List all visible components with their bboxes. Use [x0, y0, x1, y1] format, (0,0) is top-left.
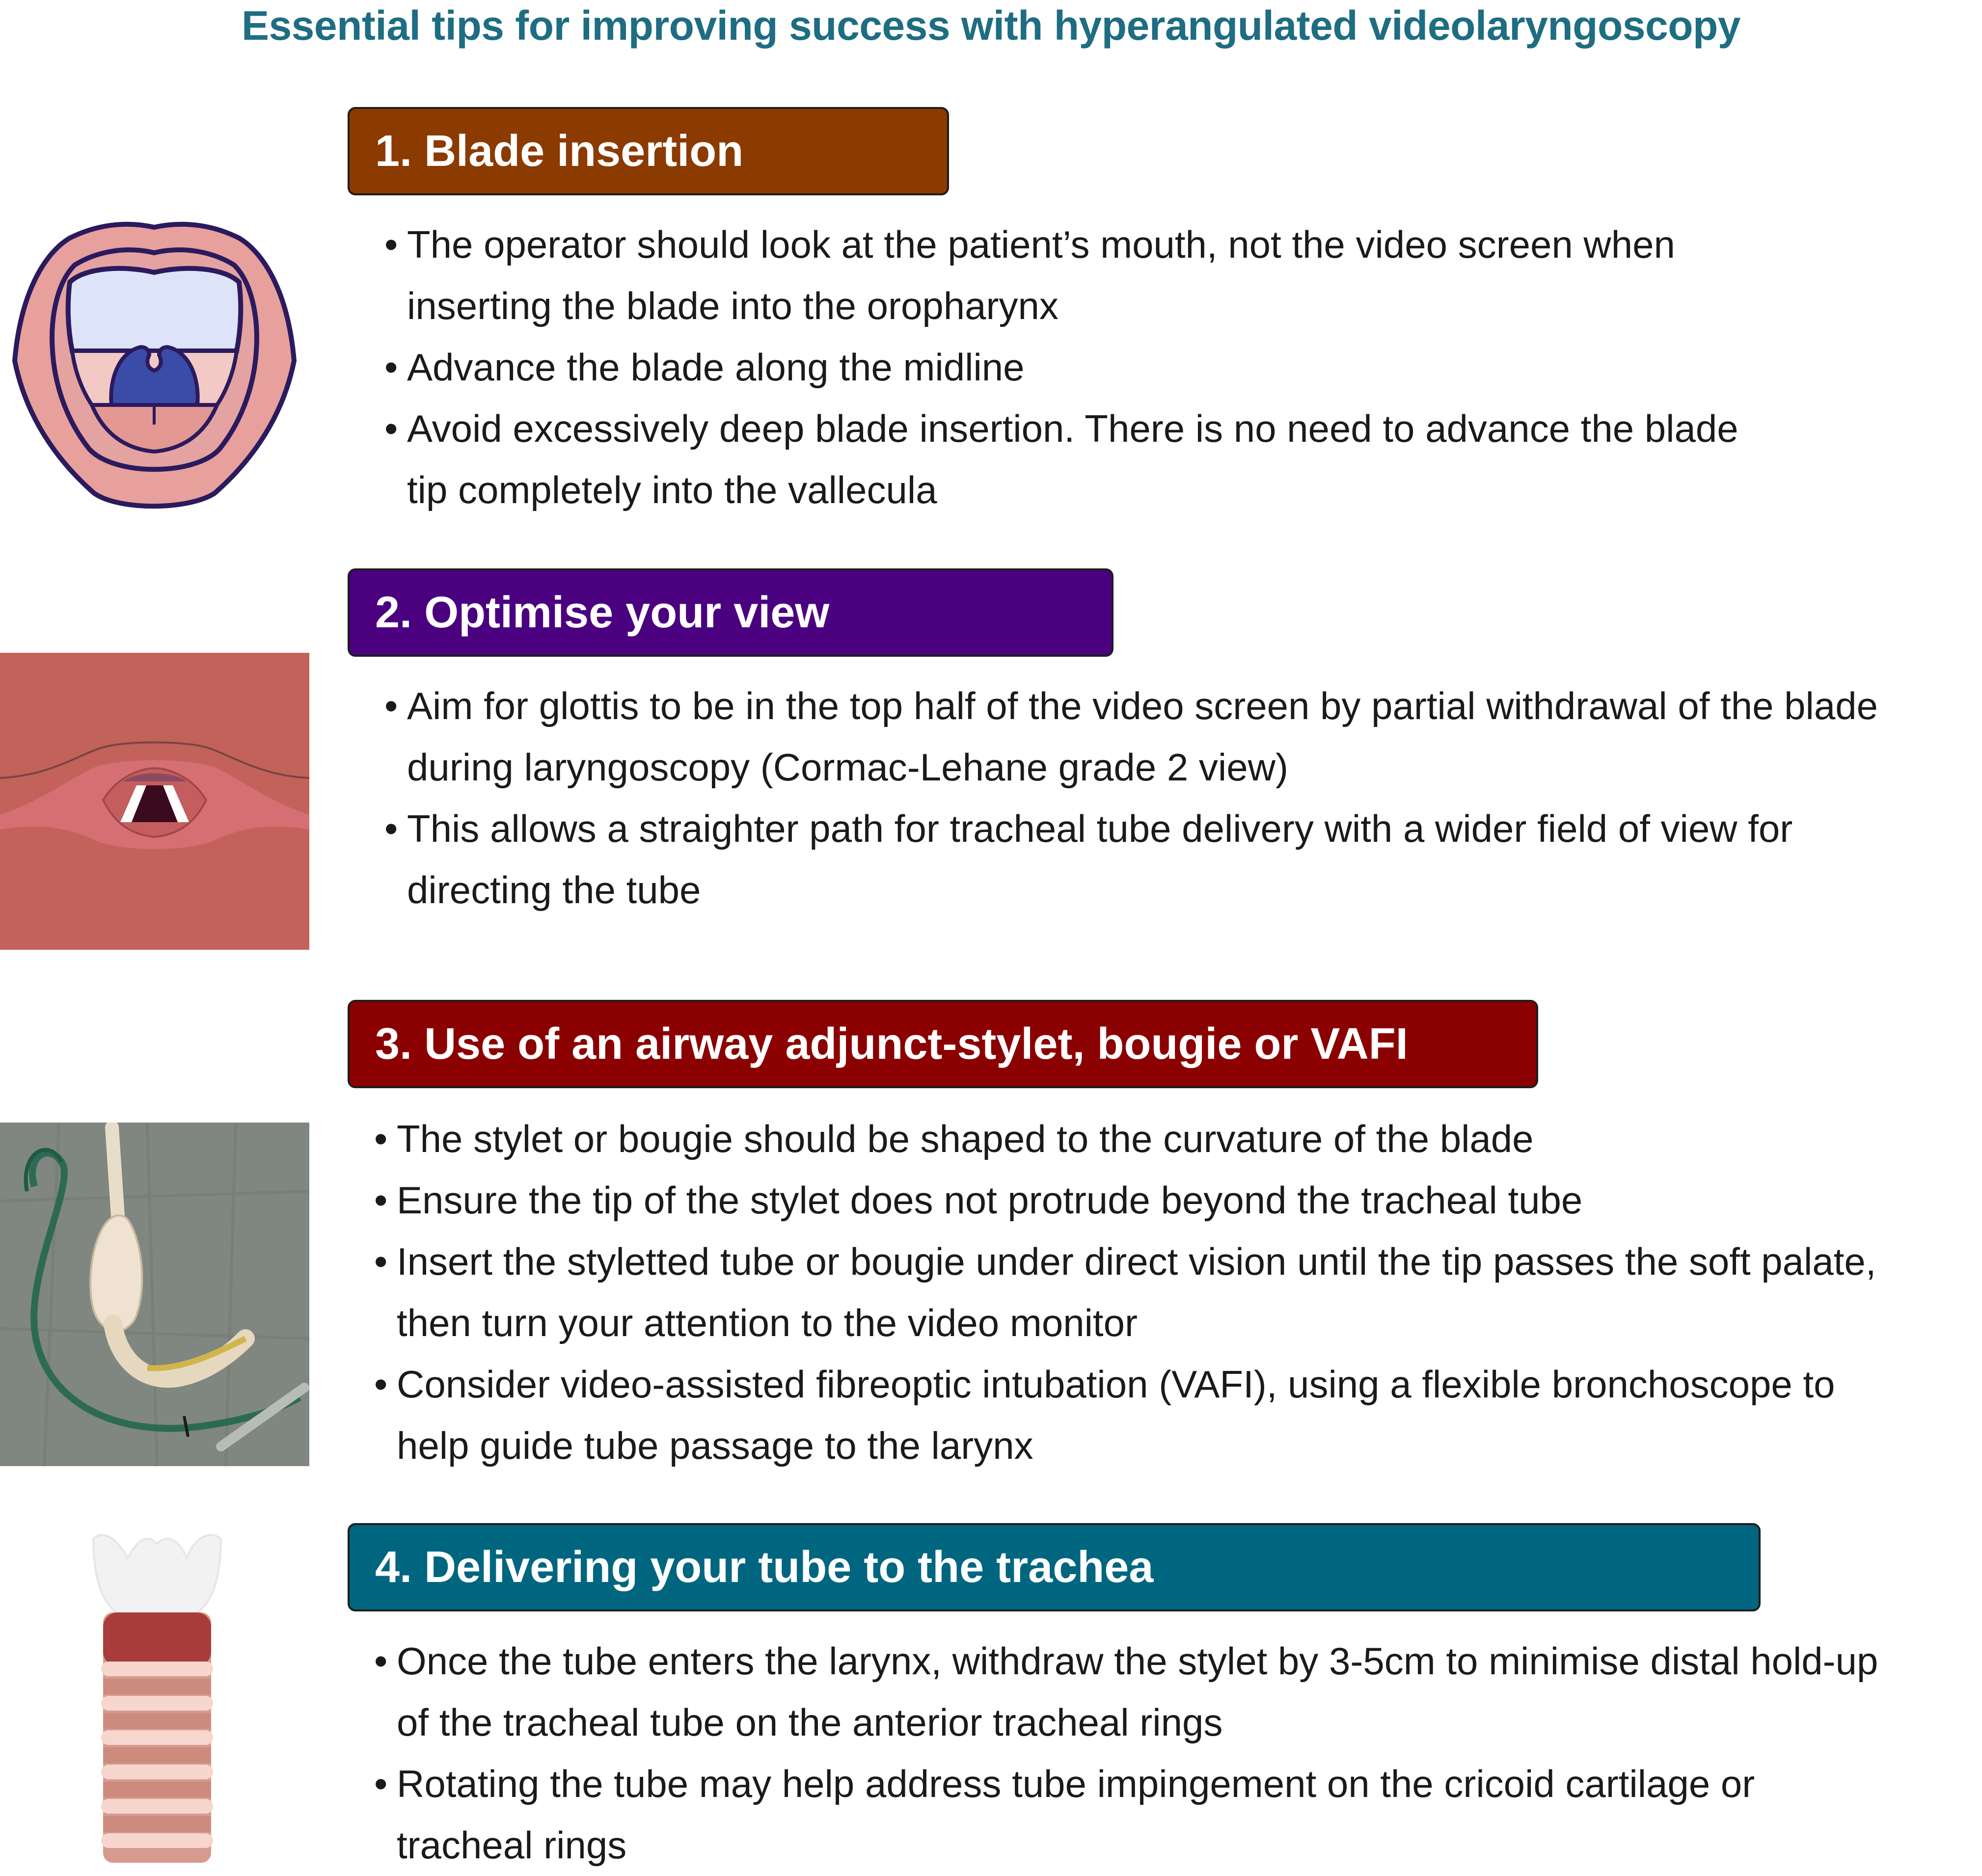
list-item: • Aim for glottis to be in the top half of the video screen by partial withdrawal of the blade during laryngoscopy (Cormac-Lehane grade 2 view) [384, 684, 1878, 789]
bullet-line: Insert the styletted tube or bougie under direct vision until the tip passes the soft palate, [397, 1240, 1876, 1283]
section-4-heading-text: 4. Delivering your tube to the trachea [375, 1543, 1154, 1592]
bullet-line: Ensure the tip of the stylet does not protrude beyond the tracheal tube [397, 1179, 1583, 1222]
list-item: • Consider video-assisted fibreoptic intubation (VAFI), using a flexible bronchoscope to help guide tube passage to the larynx [374, 1363, 1835, 1467]
section-3-heading [348, 1000, 1538, 1088]
glottis-view-icon [0, 653, 309, 950]
page-title: Essential tips for improving success with hyperangulated videolaryngoscopy [241, 2, 1741, 49]
bullet-line: Avoid excessively deep blade insertion. There is no need to advance the blade [407, 407, 1738, 450]
section-2-bullets [384, 675, 1878, 921]
bullet-line: then turn your attention to the video monitor [397, 1301, 1138, 1344]
list-item: • Advance the blade along the midline [384, 346, 1025, 389]
bullet-line: Consider video-assisted fibreoptic intubation (VAFI), using a flexible bronchoscope to [397, 1363, 1835, 1406]
list-item: • Insert the styletted tube or bougie under direct vision until the tip passes the soft palate, then turn your attention to the video monitor [374, 1240, 1876, 1344]
bullet-line: Aim for glottis to be in the top half of the video screen by partial withdrawal of the blade [407, 684, 1878, 727]
bullet-line: inserting the blade into the oropharynx [407, 284, 1059, 327]
stylet-tube-photo-icon [0, 1123, 309, 1466]
list-item: • The operator should look at the patient’s mouth, not the video screen when inserting the blade into the oropharynx [384, 223, 1675, 327]
list-item: • Once the tube enters the larynx, withdraw the stylet by 3-5cm to minimise distal hold-up of the tracheal tube on the anterior tracheal rings [374, 1639, 1878, 1744]
section-4-bullets [374, 1631, 1878, 1876]
section-1-heading-text: 1. Blade insertion [375, 127, 744, 176]
bullet-line: of the tracheal tube on the anterior tracheal rings [397, 1701, 1223, 1744]
bullet-line: Rotating the tube may help address tube impingement on the cricoid cartilage or [397, 1762, 1755, 1805]
bullet-line: directing the tube [407, 868, 701, 911]
mouth-icon [11, 218, 298, 515]
bullet-line: The stylet or bougie should be shaped to the curvature of the blade [397, 1117, 1534, 1160]
list-item: • This allows a straighter path for tracheal tube delivery with a wider field of view for directing the tube [384, 807, 1793, 911]
section-3-bullets [374, 1108, 1876, 1476]
bullet-line: help guide tube passage to the larynx [397, 1424, 1033, 1467]
section-4-heading [348, 1523, 1761, 1611]
list-item: • The stylet or bougie should be shaped to the curvature of the blade [374, 1117, 1534, 1160]
bullet-line: This allows a straighter path for tracheal tube delivery with a wider field of view for [407, 807, 1793, 850]
section-2-heading [348, 568, 1113, 657]
bullet-line: Advance the blade along the midline [407, 346, 1025, 389]
bullet-line: tracheal rings [397, 1823, 627, 1867]
section-1-heading [348, 107, 949, 195]
bullet-line: The operator should look at the patient’s mouth, not the video screen when [407, 223, 1675, 266]
list-item: • Avoid excessively deep blade insertion. There is no need to advance the blade tip completely into the vallecula [384, 407, 1738, 511]
bullet-line: during laryngoscopy (Cormac-Lehane grade 2 view) [407, 746, 1288, 789]
list-item: • Ensure the tip of the stylet does not protrude beyond the tracheal tube [374, 1179, 1583, 1222]
section-2-heading-text: 2. Optimise your view [375, 588, 830, 637]
bullet-line: tip completely into the vallecula [407, 468, 937, 511]
list-item: • Rotating the tube may help address tube impingement on the cricoid cartilage or tracheal rings [374, 1762, 1755, 1867]
trachea-icon [88, 1529, 226, 1868]
section-3-heading-text: 3. Use of an airway adjunct-stylet, bougie or VAFI [375, 1019, 1408, 1069]
bullet-line: Once the tube enters the larynx, withdraw the stylet by 3-5cm to minimise distal hold-up [397, 1639, 1878, 1683]
section-1-bullets [384, 214, 1738, 521]
